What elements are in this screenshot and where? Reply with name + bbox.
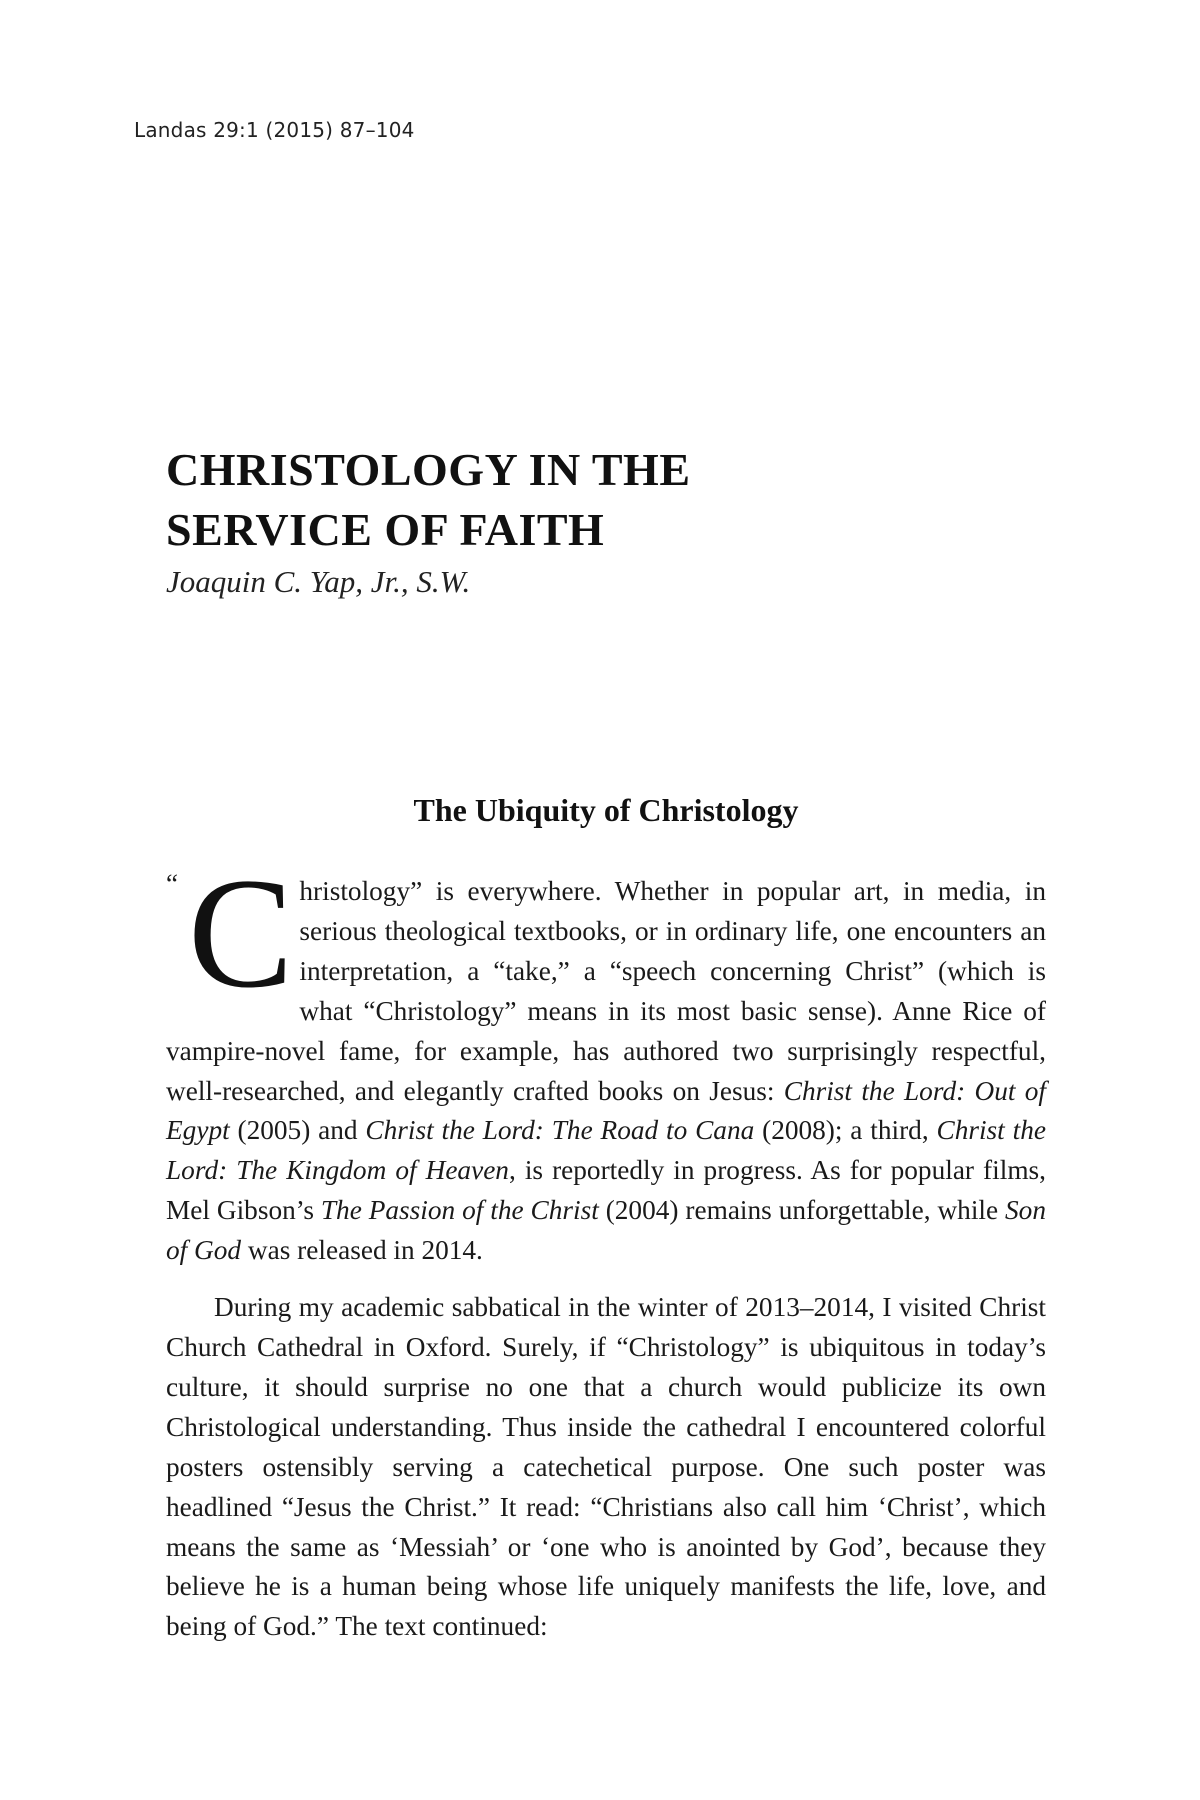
paragraph-1-text: , is reportedly in progress. As for popular films, Mel Gibson’s — [166, 1155, 1046, 1226]
body-text — [166, 846, 1046, 1647]
article-title-line-1: CHRISTOLOGY IN THE — [166, 444, 691, 495]
running-head: Landas 29:1 (2015) 87–104 — [134, 118, 415, 142]
article-author: Joaquin C. Yap, Jr., S.W. — [166, 564, 471, 599]
book-title-road-to-cana: Christ the Lord: The Road to Cana — [365, 1115, 755, 1146]
book-title-kingdom-of-heaven: Christ the Lord: The Kingdom of Heaven — [166, 1115, 1046, 1186]
article-header — [166, 440, 1066, 604]
book-title-out-of-egypt: Christ the Lord: Out of Egypt — [166, 1075, 1046, 1146]
paragraph-2: During my academic sabbatical in the winter of 2013–2014, I visited Christ Church Cathedral in Oxford. Surely, if “Christology” is ubiquitous in today’s culture, it should surprise no one that a church would publicize its own Christological understanding. Thus inside the cathedral I encountered colorful posters ostensibly serving a catechetical purpose. One such poster was headlined “Jesus the Christ.” It read: “Christians also call him ‘Christ’, which means the same as ‘Messiah’ or ‘one who is anointed by God’, because they believe he is a human being whose life uniquely manifests the life, love, and being of God.” The text continued: — [166, 1292, 1046, 1642]
film-title-passion-of-the-christ: The Passion of the Christ — [320, 1195, 599, 1226]
paragraph-1-text: (2004) remains unforgettable, while — [598, 1195, 1006, 1226]
section-heading: The Ubiquity of Christology — [413, 792, 799, 828]
paragraph-1-text: (2005) and — [229, 1115, 366, 1146]
article-title-line-2: SERVICE OF FAITH — [166, 504, 605, 555]
drop-cap: C — [188, 846, 294, 1021]
opening-quote-mark: “ — [166, 869, 178, 899]
paragraph-1-text: hristology” is everywhere. Whether in popular art, in media, in serious theological textbooks, or in ordinary life, one encounters an interpretation, a “take,” a “speech concerning Christ” (which is what “Christology” means in its most basic sense). Anne Rice of vampire-novel fame, for example, has authored two surprisingly respectful, well-researched, and elegantly crafted books on Jesus: — [166, 876, 1046, 1106]
paragraph-1-text: was released in 2014. — [241, 1235, 483, 1266]
paragraph-1-text: (2008); a third, — [754, 1115, 937, 1146]
paragraph-1 — [166, 846, 1046, 1271]
film-title-son-of-god: Son of God — [166, 1195, 1046, 1266]
